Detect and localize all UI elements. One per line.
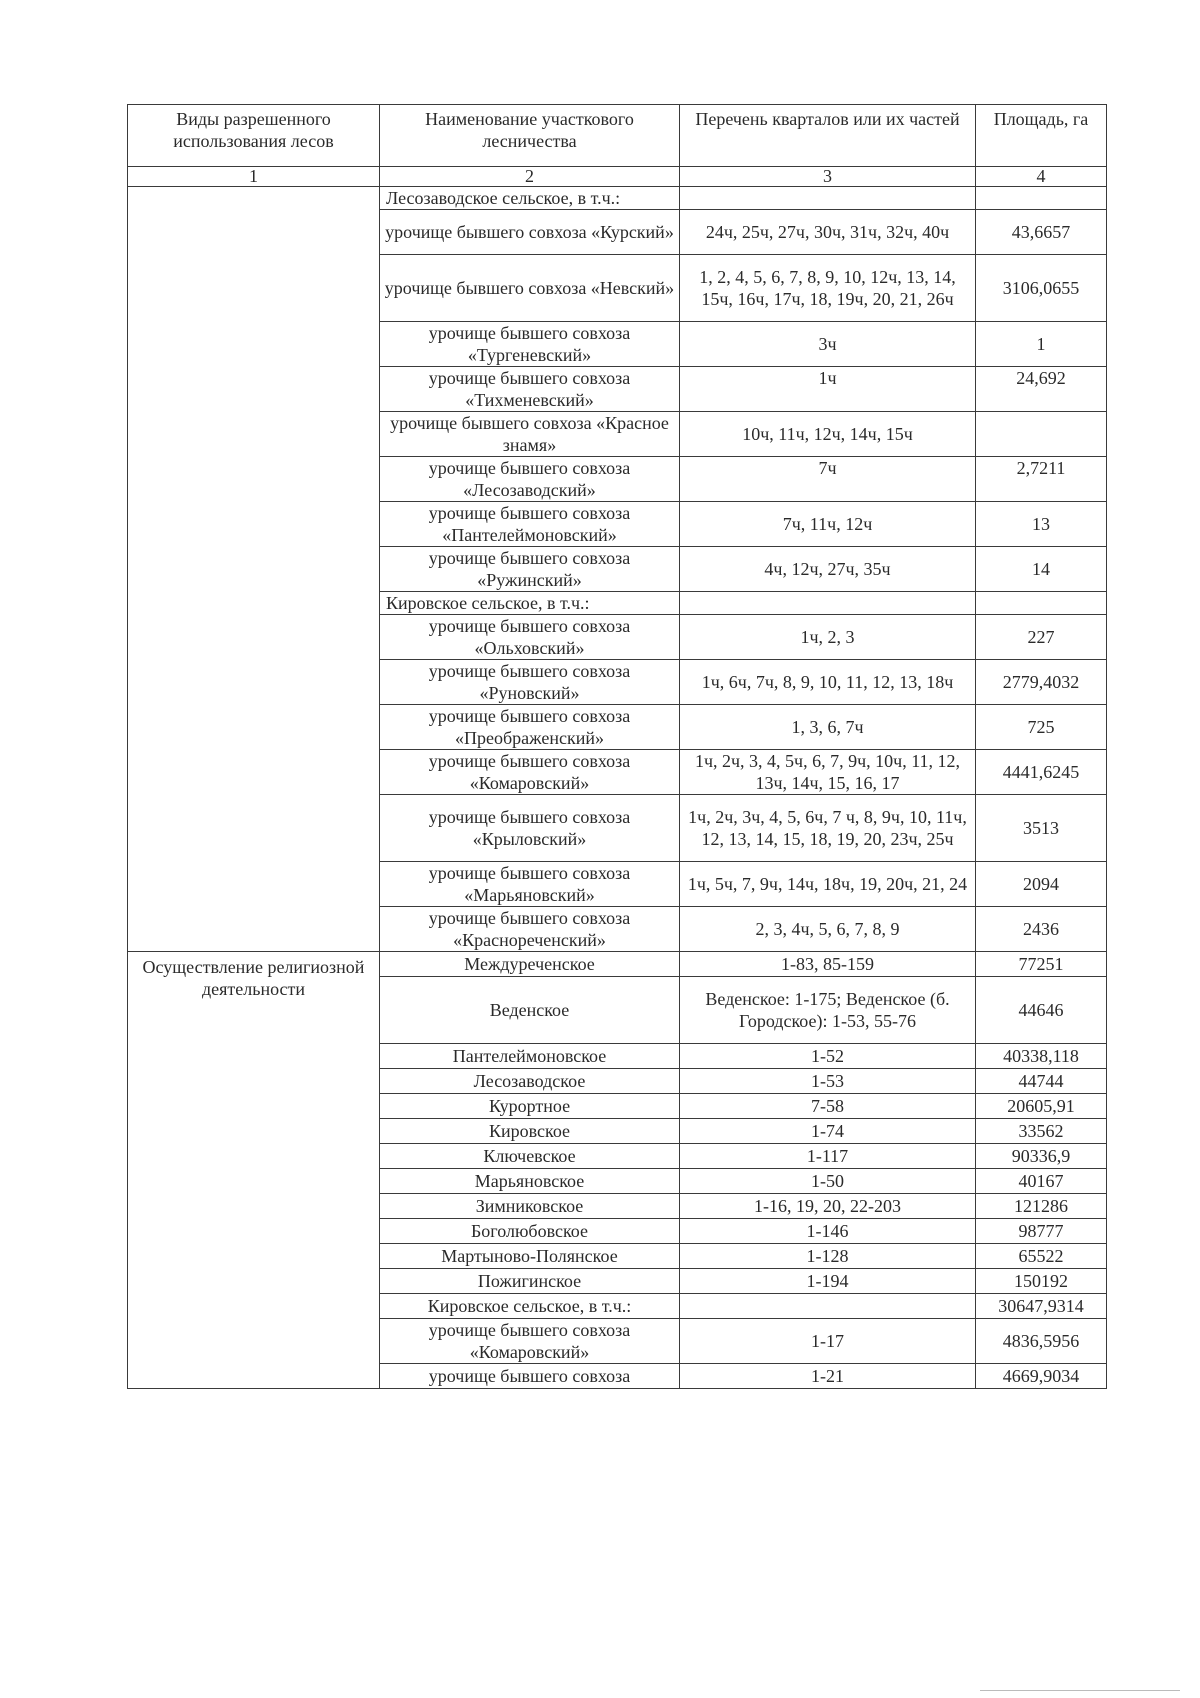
quarters-list: 1-146: [680, 1219, 976, 1244]
group-quarters: [680, 1294, 976, 1319]
quarters-list: 7ч, 11ч, 12ч: [680, 502, 976, 547]
column-number-row: [128, 167, 1107, 187]
forestry-name: урочище бывшего совхоза «Красное знамя»: [380, 412, 680, 457]
area-value: 725: [976, 705, 1107, 750]
area-value: 150192: [976, 1269, 1107, 1294]
quarters-list: 1ч, 5ч, 7, 9ч, 14ч, 18ч, 19, 20ч, 21, 24: [680, 862, 976, 907]
forestry-name: урочище бывшего совхоза: [380, 1364, 680, 1389]
quarters-list: 1-194: [680, 1269, 976, 1294]
quarters-list: 1-53: [680, 1069, 976, 1094]
forestry-name: урочище бывшего совхоза «Крыловский»: [380, 795, 680, 862]
group-area: [976, 592, 1107, 615]
quarters-list: 1ч, 2ч, 3, 4, 5ч, 6, 7, 9ч, 10ч, 11, 12, 13ч, 14ч, 15, 16, 17: [680, 750, 976, 795]
header-quarters: Перечень кварталов или их частей: [680, 105, 976, 167]
quarters-list: 1-128: [680, 1244, 976, 1269]
table-row: [128, 952, 1107, 977]
quarters-list: 1ч, 2, 3: [680, 615, 976, 660]
forestry-name: Курортное: [380, 1094, 680, 1119]
group-row: [128, 187, 1107, 210]
forestry-name: Пожигинское: [380, 1269, 680, 1294]
forestry-name: урочище бывшего совхоза «Невский»: [380, 255, 680, 322]
use-kind-cell: Осуществление религиозной деятельности: [128, 952, 380, 1389]
forestry-name: урочище бывшего совхоза «Руновский»: [380, 660, 680, 705]
column-number: 3: [680, 167, 976, 187]
group-name: Кировское сельское, в т.ч.:: [380, 592, 680, 615]
quarters-list: 4ч, 12ч, 27ч, 35ч: [680, 547, 976, 592]
group-name: Кировское сельское, в т.ч.:: [380, 1294, 680, 1319]
forestry-name: Веденское: [380, 977, 680, 1044]
quarters-list: 3ч: [680, 322, 976, 367]
column-number: 1: [128, 167, 380, 187]
area-value: 65522: [976, 1244, 1107, 1269]
area-value: 14: [976, 547, 1107, 592]
quarters-list: 1-16, 19, 20, 22-203: [680, 1194, 976, 1219]
area-value: 44646: [976, 977, 1107, 1044]
use-kind-cell: [128, 187, 380, 952]
quarters-list: 1ч, 6ч, 7ч, 8, 9, 10, 11, 12, 13, 18ч: [680, 660, 976, 705]
forestry-name: Лесозаводское: [380, 1069, 680, 1094]
forestry-name: Междуреченское: [380, 952, 680, 977]
forestry-name: урочище бывшего совхоза «Тихменевский»: [380, 367, 680, 412]
quarters-list: 1-50: [680, 1169, 976, 1194]
forestry-name: урочище бывшего совхоза «Комаровский»: [380, 1319, 680, 1364]
forestry-name: Пантелеймоновское: [380, 1044, 680, 1069]
area-value: 20605,91: [976, 1094, 1107, 1119]
forestry-name: Боголюбовское: [380, 1219, 680, 1244]
area-value: 2779,4032: [976, 660, 1107, 705]
column-number: 2: [380, 167, 680, 187]
quarters-list: 7-58: [680, 1094, 976, 1119]
area-value: [976, 412, 1107, 457]
group-quarters: [680, 187, 976, 210]
column-number: 4: [976, 167, 1107, 187]
area-value: 227: [976, 615, 1107, 660]
quarters-list: 1, 2, 4, 5, 6, 7, 8, 9, 10, 12ч, 13, 14, 15ч, 16ч, 17ч, 18, 19ч, 20, 21, 26ч: [680, 255, 976, 322]
area-value: 40167: [976, 1169, 1107, 1194]
forestry-name: урочище бывшего совхоза «Преображенский»: [380, 705, 680, 750]
area-value: 40338,118: [976, 1044, 1107, 1069]
area-value: 77251: [976, 952, 1107, 977]
forestry-name: урочище бывшего совхоза «Ольховский»: [380, 615, 680, 660]
header-kind: Виды разрешенного использования лесов: [128, 105, 380, 167]
forestry-name: Кировское: [380, 1119, 680, 1144]
quarters-list: 1-52: [680, 1044, 976, 1069]
area-value: 13: [976, 502, 1107, 547]
area-value: 2094: [976, 862, 1107, 907]
area-value: 2436: [976, 907, 1107, 952]
area-value: 3513: [976, 795, 1107, 862]
quarters-list: 7ч: [680, 457, 976, 502]
group-area: [976, 187, 1107, 210]
quarters-list: 1-74: [680, 1119, 976, 1144]
area-value: 90336,9: [976, 1144, 1107, 1169]
header-row: [128, 105, 1107, 167]
quarters-list: 1ч: [680, 367, 976, 412]
quarters-list: 10ч, 11ч, 12ч, 14ч, 15ч: [680, 412, 976, 457]
group-area: 30647,9314: [976, 1294, 1107, 1319]
group-quarters: [680, 592, 976, 615]
quarters-list: 1-17: [680, 1319, 976, 1364]
area-value: 98777: [976, 1219, 1107, 1244]
scan-edge-line: [980, 1690, 1180, 1691]
area-value: 1: [976, 322, 1107, 367]
area-value: 43,6657: [976, 210, 1107, 255]
area-value: 33562: [976, 1119, 1107, 1144]
forestry-name: Ключевское: [380, 1144, 680, 1169]
forestry-name: урочище бывшего совхоза «Комаровский»: [380, 750, 680, 795]
area-value: 2,7211: [976, 457, 1107, 502]
quarters-list: 1-21: [680, 1364, 976, 1389]
forestry-name: урочище бывшего совхоза «Лесозаводский»: [380, 457, 680, 502]
quarters-list: 2, 3, 4ч, 5, 6, 7, 8, 9: [680, 907, 976, 952]
area-value: 3106,0655: [976, 255, 1107, 322]
forestry-name: урочище бывшего совхоза «Краснореченский»: [380, 907, 680, 952]
area-value: 4669,9034: [976, 1364, 1107, 1389]
quarters-list: Веденское: 1-175; Веденское (б. Городское): 1-53, 55-76: [680, 977, 976, 1044]
area-value: 24,692: [976, 367, 1107, 412]
forestry-name: Мартыново-Полянское: [380, 1244, 680, 1269]
area-value: 4441,6245: [976, 750, 1107, 795]
quarters-list: 24ч, 25ч, 27ч, 30ч, 31ч, 32ч, 40ч: [680, 210, 976, 255]
forestry-name: урочище бывшего совхоза «Курский»: [380, 210, 680, 255]
group-name: Лесозаводское сельское, в т.ч.:: [380, 187, 680, 210]
forestry-name: урочище бывшего совхоза «Тургеневский»: [380, 322, 680, 367]
forestry-name: Зимниковское: [380, 1194, 680, 1219]
quarters-list: 1-117: [680, 1144, 976, 1169]
quarters-list: 1, 3, 6, 7ч: [680, 705, 976, 750]
area-value: 4836,5956: [976, 1319, 1107, 1364]
header-forestry: Наименование участкового лесничества: [380, 105, 680, 167]
area-value: 44744: [976, 1069, 1107, 1094]
quarters-list: 1ч, 2ч, 3ч, 4, 5, 6ч, 7 ч, 8, 9ч, 10, 11ч, 12, 13, 14, 15, 18, 19, 20, 23ч, 25ч: [680, 795, 976, 862]
forestry-name: урочище бывшего совхоза «Ружинский»: [380, 547, 680, 592]
forestry-name: урочище бывшего совхоза «Пантелеймоновский»: [380, 502, 680, 547]
forestry-name: Марьяновское: [380, 1169, 680, 1194]
forest-use-table: [127, 104, 1107, 1389]
forestry-name: урочище бывшего совхоза «Марьяновский»: [380, 862, 680, 907]
header-area: Площадь, га: [976, 105, 1107, 167]
quarters-list: 1-83, 85-159: [680, 952, 976, 977]
area-value: 121286: [976, 1194, 1107, 1219]
